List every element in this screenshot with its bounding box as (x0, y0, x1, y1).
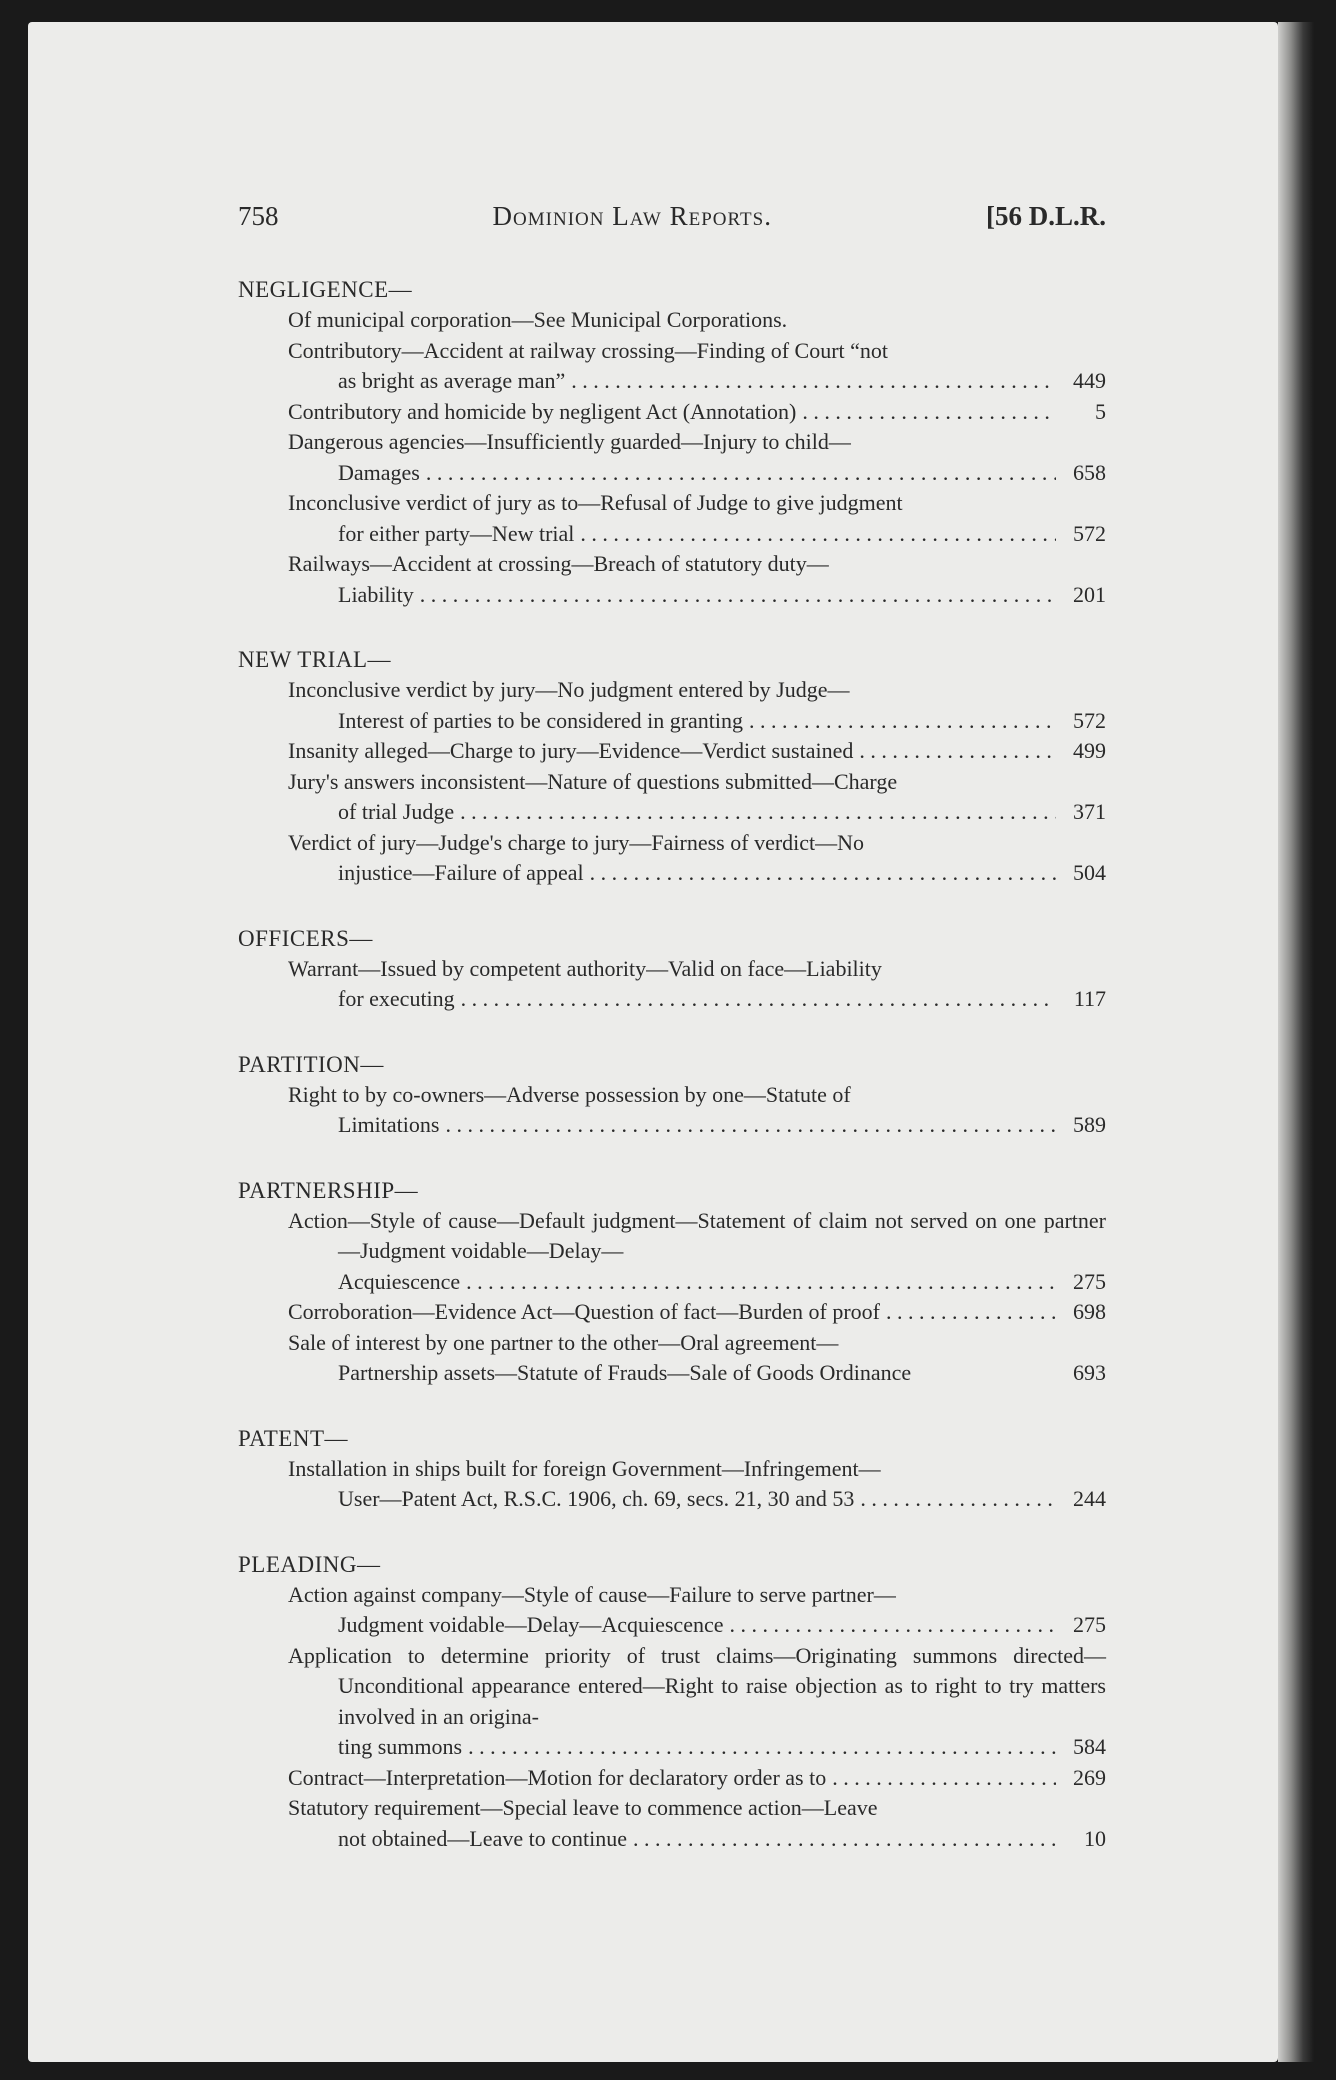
dot-leader (859, 736, 1056, 767)
index-section (238, 1175, 1106, 1389)
index-sections (238, 274, 1106, 1854)
entry-text: Contributory and homicide by negligent Act (Annotation) (288, 398, 797, 424)
entry-text: Liability (338, 581, 414, 607)
page-reference: 589 (1073, 1112, 1106, 1137)
page-reference: 572 (1073, 707, 1106, 733)
entry-last-line (338, 797, 1106, 828)
section-heading: PATENT— (238, 1425, 348, 1451)
entry-text: Dangerous agencies—Insufficiently guarded—Injury to child— (288, 429, 851, 454)
section-heading: PLEADING— (238, 1551, 381, 1577)
page-reference: 117 (1073, 986, 1106, 1011)
page-reference: 658 (1073, 459, 1106, 485)
entry-text: Sale of interest by one partner to the other—Oral agreement— (288, 1329, 839, 1355)
dot-leader (445, 1110, 1056, 1141)
page-reference: 504 (1073, 860, 1106, 885)
dot-leader (571, 366, 1056, 397)
dot-leader (466, 1267, 1056, 1298)
dot-leader (886, 1297, 1056, 1328)
entry-last-line (338, 519, 1106, 550)
entry-last-line (338, 458, 1106, 489)
entry-last-line (338, 1267, 1106, 1298)
entry-text: Installation in ships built for foreign Government—Infringement— (288, 1455, 881, 1481)
entry-text: of trial Judge (338, 799, 455, 824)
dot-leader (580, 519, 1056, 550)
dot-leader (461, 984, 1056, 1015)
running-title: Dominion Law Reports. (492, 201, 772, 231)
page-reference: 269 (1073, 1764, 1106, 1790)
entry-last-line (338, 1732, 1106, 1763)
entry-text: Of municipal corporation—See Municipal Corporations. (288, 307, 788, 332)
index-entry (238, 336, 1106, 397)
page-reference: 449 (1073, 368, 1106, 393)
entry-text: Limitations (338, 1112, 440, 1137)
entry-last-line (288, 1763, 1106, 1794)
entry-text: Warrant—Issued by competent authority—Valid on face—Liability (288, 955, 882, 981)
index-entry (238, 1580, 1106, 1641)
index-entry (238, 1080, 1106, 1141)
entry-text: User—Patent Act, R.S.C. 1906, ch. 69, secs. 21, 30 and 53 (338, 1486, 855, 1511)
running-head (238, 196, 1106, 236)
page-reference: 693 (1073, 1360, 1106, 1385)
section-heading: NEW TRIAL— (238, 647, 391, 672)
index-entry (238, 488, 1106, 549)
entry-text: Action—Style of cause—Default judgment—Statement of claim not served on one partner—Judgment voidable—Delay— (288, 1207, 1106, 1263)
index-section (238, 1423, 1106, 1515)
entry-text: Corroboration—Evidence Act—Question of fact—Burden of proof (288, 1299, 881, 1324)
index-section (238, 923, 1106, 1015)
index-page-content (238, 196, 1106, 1888)
section-heading: OFFICERS— (238, 925, 373, 951)
index-entry (238, 549, 1106, 610)
index-entry (238, 736, 1106, 767)
entry-last-line (288, 305, 1106, 336)
index-section (238, 274, 1106, 610)
dot-leader (633, 1824, 1056, 1855)
index-entry (238, 1297, 1106, 1328)
entry-text: Contract—Interpretation—Motion for declaratory order as to (288, 1764, 827, 1790)
page-reference: 698 (1073, 1299, 1106, 1324)
index-entry (238, 767, 1106, 828)
page-reference: 10 (1084, 1825, 1106, 1851)
entry-text: Inconclusive verdict of jury as to—Refusal of Judge to give judgment (288, 490, 903, 515)
page-reference: 584 (1073, 1734, 1106, 1759)
entry-text: Action against company—Style of cause—Failure to serve partner— (288, 1581, 896, 1607)
entry-text: Application to determine priority of trust claims—Originating summons directed—Unconditional appearance entered—Right to raise objection as to right to try matters involved in an origina- (288, 1642, 1106, 1729)
entry-text: Judgment voidable—Delay—Acquiescence (338, 1612, 724, 1637)
entry-last-line (338, 1610, 1106, 1641)
page-reference: 244 (1073, 1486, 1106, 1511)
dot-leader (420, 580, 1056, 611)
index-entry (238, 954, 1106, 1015)
book-spine-shadow (1278, 22, 1314, 2062)
entry-last-line (338, 706, 1106, 737)
entry-text: Verdict of jury—Judge's charge to jury—Fairness of verdict—No (288, 829, 865, 855)
dot-leader (426, 458, 1056, 489)
index-entry (238, 828, 1106, 889)
dot-leader (802, 397, 1056, 428)
page-reference: 275 (1073, 1612, 1106, 1637)
entry-last-line (338, 1110, 1106, 1141)
index-entry (238, 1328, 1106, 1389)
index-entry (238, 305, 1106, 336)
entry-text: Partnership assets—Statute of Frauds—Sale of Goods Ordinance (338, 1360, 912, 1385)
section-heading: PARTNERSHIP— (238, 1177, 419, 1203)
section-heading: PARTITION— (238, 1051, 384, 1077)
dot-leader (832, 1763, 1056, 1794)
page-reference: 371 (1073, 799, 1106, 824)
entry-last-line (338, 1824, 1106, 1855)
index-section (238, 1549, 1106, 1855)
entry-text: not obtained—Leave to continue (338, 1825, 627, 1851)
entry-last-line (338, 1484, 1106, 1515)
index-entry (238, 1641, 1106, 1763)
entry-text: Damages (338, 459, 420, 485)
entry-last-line (338, 984, 1106, 1015)
index-entry (238, 1206, 1106, 1298)
entry-text: Jury's answers inconsistent—Nature of questions submitted—Charge (288, 768, 898, 794)
entry-text: Acquiescence (338, 1268, 461, 1294)
dot-leader (590, 858, 1056, 889)
entry-text: Railways—Accident at crossing—Breach of statutory duty— (288, 551, 829, 576)
dot-leader (468, 1732, 1056, 1763)
page-reference: 5 (1095, 398, 1106, 424)
entry-text: for executing (338, 986, 455, 1011)
index-entry (238, 1763, 1106, 1794)
entry-text: Insanity alleged—Charge to jury—Evidence—Verdict sustained (288, 738, 854, 763)
entry-last-line (288, 397, 1106, 428)
page-number: 758 (238, 201, 279, 231)
entry-text: Contributory—Accident at railway crossing—Finding of Court “not (288, 337, 889, 363)
entry-last-line (338, 366, 1106, 397)
page-reference: 201 (1073, 581, 1106, 607)
index-entry (238, 427, 1106, 488)
dot-leader (860, 1484, 1056, 1515)
dot-leader (460, 797, 1056, 828)
entry-last-line (288, 1297, 1106, 1328)
entry-text: as bright as average man” (338, 368, 566, 393)
entry-text: Statutory requirement—Special leave to commence action—Leave (288, 1795, 878, 1820)
entry-text: Inconclusive verdict by jury—No judgment entered by Judge— (288, 677, 850, 702)
index-entry (238, 675, 1106, 736)
entry-last-line (288, 736, 1106, 767)
dot-leader (749, 706, 1056, 737)
page-reference: 572 (1073, 520, 1106, 546)
index-entry (238, 1454, 1106, 1515)
section-heading: NEGLIGENCE— (238, 277, 413, 302)
entry-text: injustice—Failure of appeal (338, 860, 584, 885)
entry-last-line (338, 580, 1106, 611)
dot-leader (729, 1610, 1056, 1641)
index-entry (238, 1793, 1106, 1854)
page-reference: 275 (1073, 1268, 1106, 1294)
entry-last-line (338, 858, 1106, 889)
entry-text: for either party—New trial (338, 520, 575, 546)
entry-text: Right to by co-owners—Adverse possession by one—Statute of (288, 1081, 851, 1107)
index-entry (238, 397, 1106, 428)
entry-text: ting summons (338, 1734, 463, 1759)
volume-label: [56 D.L.R. (985, 201, 1106, 231)
index-section (238, 644, 1106, 889)
page-reference: 499 (1073, 738, 1106, 763)
entry-last-line (338, 1358, 1106, 1389)
index-section (238, 1049, 1106, 1141)
entry-text: Interest of parties to be considered in granting (338, 707, 744, 733)
